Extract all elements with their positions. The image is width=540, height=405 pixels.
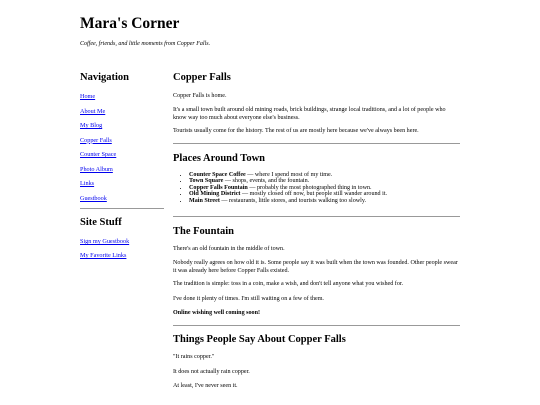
fountain-intro: There's an old fountain in the middle of town.	[173, 246, 285, 252]
section-divider	[173, 325, 460, 326]
sidebar-divider	[80, 208, 164, 209]
place-name: Copper Falls Fountain	[189, 184, 248, 191]
site-title: Mara's Corner	[80, 15, 180, 32]
nav-link-about-me[interactable]: About Me	[80, 107, 106, 115]
copper-falls-description: It's a small town built around old mining roads, brick buildings, strange local traditions, and a lot of people who know way too much about everyone else's business.	[173, 107, 446, 121]
nav-item-about-me	[80, 108, 116, 123]
nav-link-links[interactable]: Links	[80, 180, 95, 187]
nav-link-my-blog[interactable]: My Blog	[80, 122, 103, 129]
copper-falls-intro: Copper Falls is home.	[173, 93, 227, 99]
saying-aside: At least, I've never seen it.	[173, 383, 238, 389]
nav-item-counter-space	[80, 151, 116, 166]
sayings-heading: Things People Say About Copper Falls	[173, 334, 346, 345]
navigation-list	[80, 93, 116, 209]
site-stuff-item-links	[80, 252, 129, 266]
place-name: Main Street	[189, 197, 220, 204]
nav-item-copper-falls	[80, 137, 116, 152]
nav-item-links	[80, 180, 116, 195]
nav-item-photo-album	[80, 166, 116, 181]
saying-note: It does not actually rain copper.	[173, 369, 250, 375]
nav-link-guestbook[interactable]: Guestbook	[80, 194, 107, 202]
site-stuff-item-guestbook	[80, 238, 129, 252]
place-description: — mostly closed off now, but people still wander around it.	[240, 191, 388, 198]
place-name: Counter Space Coffee	[189, 172, 246, 178]
fountain-wishes: I've done it plenty of times. I'm still waiting on a few of them.	[173, 296, 324, 302]
nav-link-photo-album[interactable]: Photo Album	[80, 165, 113, 173]
place-description: — probably the most photographed thing in town.	[247, 184, 372, 191]
copper-falls-tourists: Tourists usually come for the history. The rest of us are mostly here because we've always been here.	[173, 128, 419, 134]
places-list	[173, 172, 460, 204]
copper-falls-heading: Copper Falls	[173, 72, 231, 83]
nav-link-home[interactable]: Home	[80, 93, 96, 100]
saying-quote: "It rains copper."	[173, 354, 215, 360]
site-stuff-heading: Site Stuff	[80, 217, 122, 228]
site-tagline: Coffee, friends, and little moments from Copper Falls.	[80, 41, 211, 47]
wishing-well-notice: Online wishing well coming soon!	[173, 310, 261, 316]
navigation-heading: Navigation	[80, 72, 130, 83]
place-item	[189, 198, 460, 204]
favorite-links-link[interactable]: My Favorite Links	[80, 252, 127, 259]
place-description: — shops, events, and the fountain.	[223, 178, 310, 185]
fountain-history: Nobody really agrees on how old it is. Some people say it was built when the town was founded. Other people swear it was already here before Copper Falls existed.	[173, 260, 458, 274]
fountain-heading: The Fountain	[173, 226, 234, 237]
nav-item-home	[80, 93, 116, 108]
nav-item-my-blog	[80, 122, 116, 137]
nav-link-counter-space[interactable]: Counter Space	[80, 151, 117, 158]
place-name: Town Square	[189, 178, 224, 185]
places-heading: Places Around Town	[173, 153, 266, 164]
place-description: — restaurants, little stores, and tourists walking too slowly.	[219, 197, 367, 204]
fountain-tradition: The tradition is simple: toss in a coin, make a wish, and don't tell anyone what you wished for.	[173, 281, 404, 287]
section-divider	[173, 143, 460, 144]
place-description: — where I spend most of my time.	[245, 172, 333, 178]
nav-link-copper-falls[interactable]: Copper Falls	[80, 136, 112, 144]
section-divider	[173, 216, 460, 217]
site-stuff-list	[80, 238, 129, 266]
nav-item-guestbook	[80, 195, 116, 210]
place-name: Old Mining District	[189, 191, 241, 198]
sign-guestbook-link[interactable]: Sign my Guestbook	[80, 238, 130, 245]
